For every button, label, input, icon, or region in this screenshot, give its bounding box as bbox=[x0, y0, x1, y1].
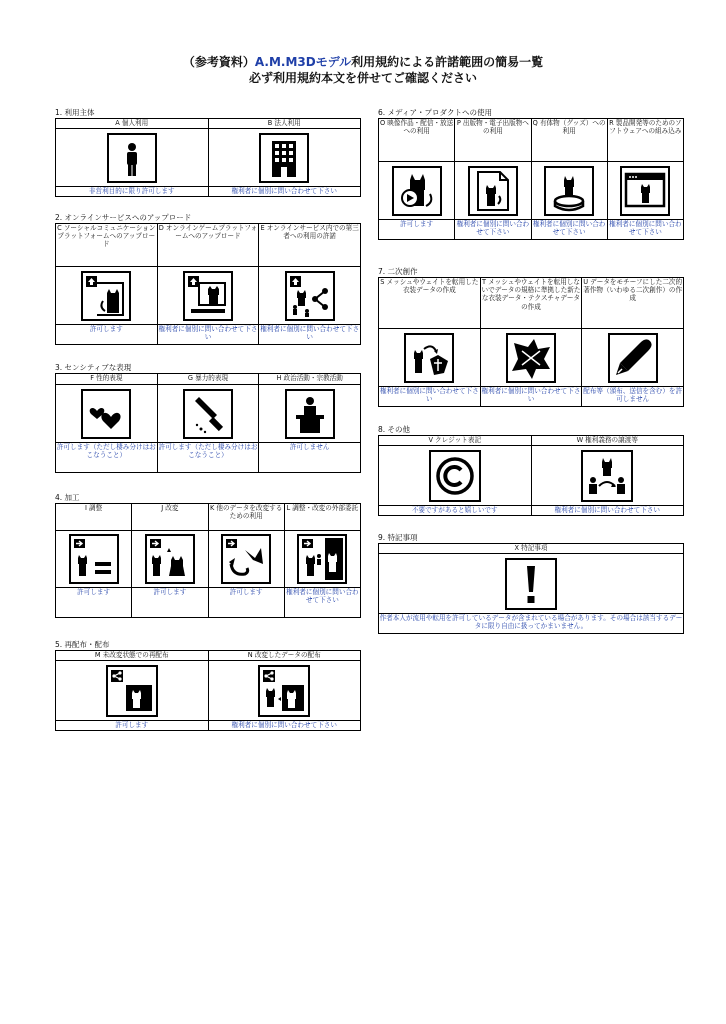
item-result: 権利者に個別に問い合わせて下さい bbox=[455, 220, 531, 240]
item-header: M 未改変状態での再配布 bbox=[56, 651, 209, 661]
adjust-icon bbox=[69, 534, 119, 584]
item-result: 許可します bbox=[56, 721, 209, 731]
item-header: A 個人利用 bbox=[56, 119, 209, 129]
item-header: T メッシュやウェイトを転用しないでデータの規格に準拠した新たな衣装データ・テクスチャデータの作成 bbox=[480, 278, 582, 329]
item-header: B 法人利用 bbox=[208, 119, 361, 129]
item-header: J 改変 bbox=[132, 504, 208, 531]
section-heading: 6. メディア・プロダクトへの使用 bbox=[378, 108, 492, 117]
item-header: L 調整・改変の外部委託 bbox=[284, 504, 360, 531]
item-result: 許可します（ただし棲み分けはおこなうこと） bbox=[157, 443, 259, 473]
item-result: 権利者に個別に問い合わせて下さい bbox=[531, 220, 607, 240]
item-header: S メッシュやウェイトを転用した衣装データの作成 bbox=[379, 278, 481, 329]
section-online-upload bbox=[55, 213, 361, 345]
section-heading: 8. その他 bbox=[378, 425, 411, 434]
section-heading: 5. 再配布・配布 bbox=[55, 640, 110, 649]
item-icon-cell bbox=[157, 267, 259, 325]
item-result: 権利者に個別に問い合わせて下さい bbox=[259, 325, 361, 345]
item-icon-cell bbox=[208, 661, 361, 721]
item-header: R 製品開発等のためのソフトウェアへの組み込み bbox=[607, 119, 683, 162]
section-heading: 4. 加工 bbox=[55, 493, 80, 502]
item-icon-cell bbox=[157, 385, 259, 443]
item-result: 許可します bbox=[132, 588, 208, 618]
item-icon-cell bbox=[259, 385, 361, 443]
item-header: E オンラインサービス内での第三者への利用の許諾 bbox=[259, 224, 361, 267]
item-icon-cell bbox=[480, 329, 582, 387]
item-result: 権利者に個別に問い合わせて下さい bbox=[379, 387, 481, 407]
section-heading: 1. 利用主体 bbox=[55, 108, 95, 117]
section-processing bbox=[55, 493, 361, 618]
use-for-modify-icon bbox=[221, 534, 271, 584]
outsource-icon bbox=[297, 534, 347, 584]
item-header: V クレジット表記 bbox=[379, 436, 532, 446]
item-header: N 改変したデータの配布 bbox=[208, 651, 361, 661]
item-result: 許可します bbox=[56, 325, 158, 345]
item-icon-cell bbox=[208, 129, 361, 187]
pen-icon bbox=[608, 333, 658, 383]
item-icon-cell bbox=[56, 129, 209, 187]
item-header: P 出版物・電子出版物への利用 bbox=[455, 119, 531, 162]
item-result: 不要ですがあると嬉しいです bbox=[379, 506, 532, 516]
goods-icon bbox=[544, 166, 594, 216]
item-result: 許可します bbox=[379, 220, 455, 240]
section-sensitive-expression bbox=[55, 363, 361, 473]
item-result: 非営利目的に限り許可します bbox=[56, 187, 209, 197]
item-header: G 暴力的表現 bbox=[157, 374, 259, 385]
item-result: 許可します bbox=[208, 588, 284, 618]
item-result: 権利者に個別に問い合わせて下さい bbox=[284, 588, 360, 618]
item-icon-cell bbox=[379, 162, 455, 220]
item-header: D オンラインゲームプラットフォームへのアップロード bbox=[157, 224, 259, 267]
section-media-product bbox=[378, 108, 684, 240]
mesh-transfer-icon bbox=[404, 333, 454, 383]
item-icon-cell bbox=[56, 531, 132, 588]
new-costume-icon bbox=[506, 333, 556, 383]
item-icon-cell bbox=[531, 162, 607, 220]
title-suffix: 利用規約による許諾範囲の簡易一覧 bbox=[351, 55, 544, 69]
hearts-icon bbox=[81, 389, 131, 439]
item-result: 権利者に個別に問い合わせて下さい bbox=[208, 721, 361, 731]
item-icon-cell bbox=[379, 446, 532, 506]
exclamation-icon bbox=[505, 558, 557, 610]
item-icon-cell bbox=[56, 661, 209, 721]
section-heading: 9. 特記事項 bbox=[378, 533, 418, 542]
item-icon-cell bbox=[582, 329, 684, 387]
item-icon-cell bbox=[607, 162, 683, 220]
title-prefix: （参考資料） bbox=[182, 55, 255, 69]
item-result: 権利者に個別に問い合わせて下さい bbox=[531, 506, 684, 516]
publication-icon bbox=[468, 166, 518, 216]
item-header: X 特記事項 bbox=[379, 544, 684, 554]
distribute-modified-icon bbox=[258, 665, 310, 717]
page-title bbox=[0, 54, 726, 70]
item-icon-cell bbox=[531, 446, 684, 506]
item-result: 作者本人が流用や転用を許可しているデータが含まれている場合があります。その場合は該当するデータに限り自由に扱ってかまいません。 bbox=[379, 614, 684, 634]
item-header: H 政治活動・宗教活動 bbox=[259, 374, 361, 385]
podium-speaker-icon bbox=[285, 389, 335, 439]
knife-icon bbox=[183, 389, 233, 439]
item-result: 許可しません bbox=[259, 443, 361, 473]
section-redistribution bbox=[55, 640, 361, 731]
item-result: 配布等（頒布、送信を含む）を許可しません bbox=[582, 387, 684, 407]
rights-transfer-icon bbox=[581, 450, 633, 502]
redistribute-icon bbox=[106, 665, 158, 717]
modify-icon bbox=[145, 534, 195, 584]
section-other bbox=[378, 425, 684, 516]
person-icon bbox=[107, 133, 157, 183]
item-header: F 性的表現 bbox=[56, 374, 158, 385]
item-header: U データをモチーフにした二次的著作物（いわゆる二次創作）の作成 bbox=[582, 278, 684, 329]
item-icon-cell bbox=[132, 531, 208, 588]
video-media-icon bbox=[392, 166, 442, 216]
item-icon-cell bbox=[56, 267, 158, 325]
share-third-party-icon bbox=[285, 271, 335, 321]
item-icon-cell bbox=[284, 531, 360, 588]
item-result: 許可します（ただし棲み分けはおこなうこと） bbox=[56, 443, 158, 473]
item-icon-cell bbox=[56, 385, 158, 443]
title-model-name: A.M.M3Dモデル bbox=[254, 55, 352, 69]
item-result: 権利者に個別に問い合わせて下さい bbox=[157, 325, 259, 345]
item-header: O 映像作品・配信・放送への利用 bbox=[379, 119, 455, 162]
section-special-notes bbox=[378, 533, 684, 634]
upload-game-icon bbox=[183, 271, 233, 321]
section-derivative-works bbox=[378, 267, 684, 407]
software-icon bbox=[620, 166, 670, 216]
copyright-icon bbox=[429, 450, 481, 502]
item-icon-cell bbox=[259, 267, 361, 325]
item-result: 権利者に個別に問い合わせて下さい bbox=[208, 187, 361, 197]
item-result: 権利者に個別に問い合わせて下さい bbox=[480, 387, 582, 407]
item-result: 権利者に個別に問い合わせて下さい bbox=[607, 220, 683, 240]
item-result: 許可します bbox=[56, 588, 132, 618]
office-building-icon bbox=[259, 133, 309, 183]
item-header: K 他のデータを改変するための利用 bbox=[208, 504, 284, 531]
item-icon-cell bbox=[379, 329, 481, 387]
item-icon-cell bbox=[208, 531, 284, 588]
section-heading: 3. センシティブな表現 bbox=[55, 363, 132, 372]
page-subtitle: 必ず利用規約本文を併せてご確認ください bbox=[248, 71, 477, 85]
item-icon-cell bbox=[455, 162, 531, 220]
item-header: C ソーシャルコミュニケーションプラットフォームへのアップロード bbox=[56, 224, 158, 267]
section-heading: 2. オンラインサービスへのアップロード bbox=[55, 213, 192, 222]
section-heading: 7. 二次創作 bbox=[378, 267, 418, 276]
item-header: I 調整 bbox=[56, 504, 132, 531]
item-header: W 権利義務の譲渡等 bbox=[531, 436, 684, 446]
upload-avatar-icon bbox=[81, 271, 131, 321]
section-usage-entity bbox=[55, 108, 361, 197]
item-header: Q 有体物（グッズ）への利用 bbox=[531, 119, 607, 162]
item-icon-cell bbox=[379, 554, 684, 614]
